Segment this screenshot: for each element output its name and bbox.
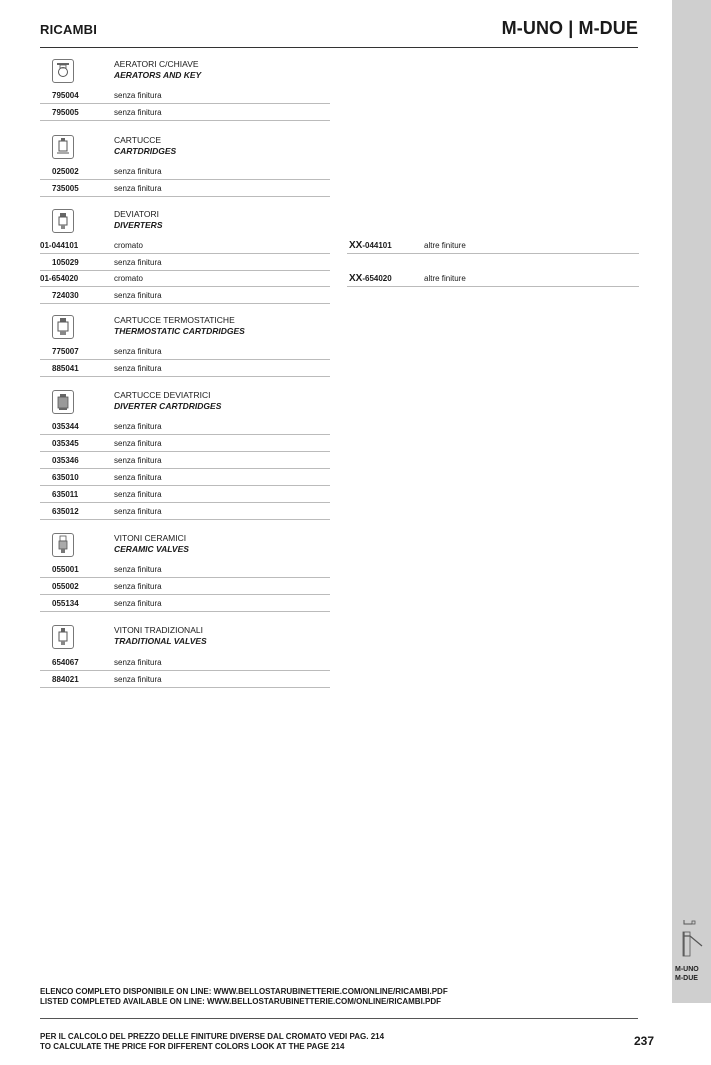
table-row xyxy=(0,256,672,269)
category-title xyxy=(114,315,245,337)
row-divider xyxy=(40,451,330,452)
part-finish: senza finitura xyxy=(114,291,162,300)
part-finish: cromato xyxy=(114,241,143,250)
part-finish: altre finiture xyxy=(424,241,466,250)
row-divider xyxy=(40,687,330,688)
row-divider xyxy=(40,359,330,360)
table-row xyxy=(0,165,672,178)
category-title xyxy=(114,209,163,231)
row-divider xyxy=(40,670,330,671)
category-title-en: CARTDRIDGES xyxy=(114,146,177,156)
part-code xyxy=(349,239,392,252)
row-divider xyxy=(347,253,639,254)
category-title-it: CARTUCCE TERMOSTATICHE xyxy=(114,315,235,325)
table-row xyxy=(0,106,672,119)
traditional-valve-icon xyxy=(52,625,74,649)
part-finish: senza finitura xyxy=(114,599,162,608)
category-title-en: AERATORS AND KEY xyxy=(114,70,202,80)
row-divider xyxy=(347,286,639,287)
part-code: 025002 xyxy=(52,167,79,176)
part-code: 035346 xyxy=(52,456,79,465)
part-finish: senza finitura xyxy=(114,582,162,591)
price-note xyxy=(40,1032,384,1052)
table-row xyxy=(0,420,672,433)
sidebar-label xyxy=(675,966,699,983)
part-finish: senza finitura xyxy=(114,658,162,667)
category-title-it: DEVIATORI xyxy=(114,209,160,219)
table-row xyxy=(0,182,672,195)
finish-prefix: XX xyxy=(349,240,363,251)
part-code-suffix: -044101 xyxy=(362,241,392,250)
table-row xyxy=(0,362,672,375)
price-note-en: TO CALCULATE THE PRICE FOR DIFFERENT COLORS LOOK AT THE PAGE 214 xyxy=(40,1042,345,1051)
part-code: 635011 xyxy=(52,490,79,499)
table-row xyxy=(0,454,672,467)
row-divider xyxy=(40,303,330,304)
price-note-it: PER IL CALCOLO DEL PREZZO DELLE FINITURE DIVERSE DAL CROMATO VEDI PAG. 214 xyxy=(40,1032,385,1041)
row-divider xyxy=(40,519,330,520)
part-code: 795004 xyxy=(52,91,79,100)
part-code: 635012 xyxy=(52,507,79,516)
part-finish: altre finiture xyxy=(424,274,466,283)
part-finish: senza finitura xyxy=(114,108,162,117)
part-finish: senza finitura xyxy=(114,565,162,574)
row-divider xyxy=(40,376,330,377)
row-divider xyxy=(40,577,330,578)
online-list-note xyxy=(40,987,448,1007)
category-title-it: VITONI TRADIZIONALI xyxy=(114,625,203,635)
part-finish: cromato xyxy=(114,274,143,283)
category-title xyxy=(114,390,221,412)
part-finish: senza finitura xyxy=(114,675,162,684)
row-divider xyxy=(40,502,330,503)
part-finish: senza finitura xyxy=(114,507,162,516)
part-finish: senza finitura xyxy=(114,91,162,100)
faucet-icon xyxy=(674,918,704,958)
part-finish: senza finitura xyxy=(114,490,162,499)
part-finish: senza finitura xyxy=(114,258,162,267)
category-title-it: CARTUCCE DEVIATRICI xyxy=(114,390,211,400)
category-title-en: THERMOSTATIC CARTDRIDGES xyxy=(114,326,245,336)
diverter-icon xyxy=(52,209,74,233)
table-row xyxy=(0,289,672,302)
row-divider xyxy=(40,120,330,121)
category-title xyxy=(114,625,207,647)
part-code: 035345 xyxy=(52,439,79,448)
category-title-en: CERAMIC VALVES xyxy=(114,544,189,554)
part-finish: senza finitura xyxy=(114,422,162,431)
part-code: 055134 xyxy=(52,599,79,608)
table-row xyxy=(0,471,672,484)
cartridge-icon xyxy=(52,135,74,159)
category-title-en: DIVERTER CARTDRIDGES xyxy=(114,401,222,411)
category-title xyxy=(114,533,189,555)
part-finish: senza finitura xyxy=(114,456,162,465)
part-code: 01-654020 xyxy=(40,274,79,283)
row-divider xyxy=(40,270,330,271)
table-row xyxy=(0,488,672,501)
row-divider xyxy=(40,286,330,287)
footer-divider xyxy=(40,1018,638,1019)
row-divider xyxy=(40,434,330,435)
header-divider xyxy=(40,47,638,48)
category-title xyxy=(114,135,176,157)
table-row xyxy=(0,505,672,518)
table-row xyxy=(0,437,672,450)
part-finish: senza finitura xyxy=(114,439,162,448)
table-row-alt xyxy=(0,272,672,285)
ceramic-valve-icon xyxy=(52,533,74,557)
diverter-cartridge-icon xyxy=(52,390,74,414)
part-code: 775007 xyxy=(52,347,79,356)
part-code: 735005 xyxy=(52,184,79,193)
row-divider xyxy=(40,103,330,104)
category-title xyxy=(114,59,201,81)
category-title-it: VITONI CERAMICI xyxy=(114,533,187,543)
part-code: 055002 xyxy=(52,582,79,591)
table-row xyxy=(0,563,672,576)
row-divider xyxy=(40,594,330,595)
part-code: 055001 xyxy=(52,565,79,574)
table-row xyxy=(0,89,672,102)
online-note-en: LISTED COMPLETED AVAILABLE ON LINE: WWW.BELLOSTARUBINETTERIE.COM/ONLINE/RICAMBI.PDF xyxy=(40,997,442,1006)
table-row xyxy=(0,673,672,686)
part-finish: senza finitura xyxy=(114,364,162,373)
row-divider xyxy=(40,485,330,486)
aerator-icon xyxy=(52,59,74,83)
sidebar-label-2: M-DUE xyxy=(675,974,698,982)
finish-prefix: XX xyxy=(349,273,363,284)
row-divider xyxy=(40,611,330,612)
part-code xyxy=(349,272,392,285)
sidebar-tab xyxy=(672,0,711,1003)
part-finish: senza finitura xyxy=(114,473,162,482)
section-title: RICAMBI xyxy=(40,22,98,37)
category-title-en: TRADITIONAL VALVES xyxy=(114,636,207,646)
table-row xyxy=(0,656,672,669)
part-finish: senza finitura xyxy=(114,347,162,356)
online-note-it: ELENCO COMPLETO DISPONIBILE ON LINE: WWW.BELLOSTARUBINETTERIE.COM/ONLINE/RICAMBI.PDF xyxy=(40,987,448,996)
page-number: 237 xyxy=(633,1034,654,1048)
row-divider xyxy=(40,196,330,197)
sidebar-label-1: M-UNO xyxy=(675,966,699,973)
thermostatic-cartridge-icon xyxy=(52,315,74,339)
part-code-suffix: -654020 xyxy=(362,274,392,283)
part-code: 724030 xyxy=(52,291,79,300)
part-code: 795005 xyxy=(52,108,79,117)
part-code: 885041 xyxy=(52,364,79,373)
part-code: 635010 xyxy=(52,473,79,482)
row-divider xyxy=(40,468,330,469)
table-row xyxy=(0,597,672,610)
part-code: 884021 xyxy=(52,675,79,684)
category-title-it: AERATORI C/CHIAVE xyxy=(114,59,199,69)
category-title-it: CARTUCCE xyxy=(114,135,162,145)
table-row xyxy=(0,580,672,593)
category-title-en: DIVERTERS xyxy=(114,220,163,230)
row-divider xyxy=(40,253,330,254)
table-row xyxy=(0,345,672,358)
part-finish: senza finitura xyxy=(114,167,162,176)
part-code: 654067 xyxy=(52,658,79,667)
part-finish: senza finitura xyxy=(114,184,162,193)
row-divider xyxy=(40,179,330,180)
part-code: 105029 xyxy=(52,258,79,267)
part-code: 035344 xyxy=(52,422,79,431)
part-code: 01-044101 xyxy=(40,241,79,250)
table-row-alt xyxy=(0,239,672,252)
product-title: M-UNO | M-DUE xyxy=(501,18,638,38)
